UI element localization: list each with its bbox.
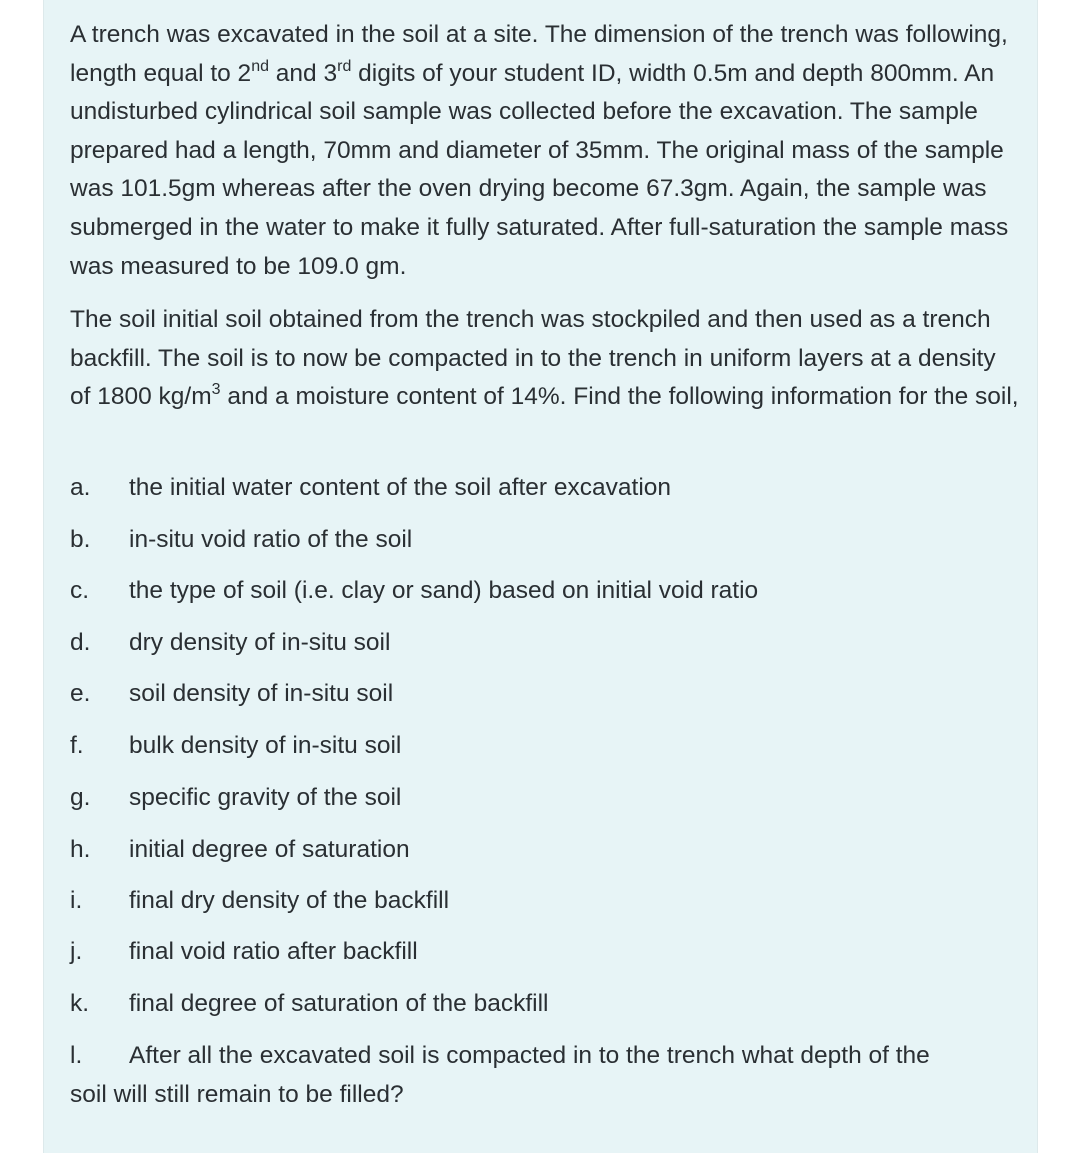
list-item-j bbox=[70, 933, 1020, 972]
backfill-text-2: and a moisture content of 14%. Find the following information for the soil, bbox=[220, 383, 1019, 411]
list-item-text: dry density of in-situ soil bbox=[129, 629, 391, 656]
list-item-f bbox=[70, 727, 1020, 766]
cubic-exponent: 3 bbox=[211, 381, 221, 399]
list-marker: g. bbox=[70, 784, 91, 811]
list-item-text: specific gravity of the soil bbox=[129, 784, 402, 811]
list-marker: l. bbox=[70, 1042, 83, 1069]
statement-text-2: and 3 bbox=[268, 59, 338, 87]
list-marker: k. bbox=[70, 990, 90, 1017]
ordinal-suffix-nd: nd bbox=[251, 57, 269, 75]
list-marker: f. bbox=[70, 732, 84, 759]
list-marker: a. bbox=[70, 474, 91, 501]
list-marker: i. bbox=[70, 887, 83, 914]
list-item-k bbox=[70, 985, 1020, 1024]
list-marker: h. bbox=[70, 836, 91, 863]
backfill-paragraph bbox=[70, 301, 1020, 417]
statement-text-1: A trench was excavated in the soil at a site. The dimension of the trench was following, length equal to 2 bbox=[70, 21, 1008, 87]
backfill-text-1: The soil initial soil obtained from the trench was stockpiled and then used as a trench backfill. The soil is to now be compacted in to the trench in uniform layers at a density of 1800 kg/m bbox=[70, 306, 996, 411]
problem-statement-paragraph bbox=[70, 16, 1020, 286]
list-marker: j. bbox=[70, 938, 83, 965]
list-item-text: bulk density of in-situ soil bbox=[129, 732, 402, 759]
list-marker: d. bbox=[70, 629, 91, 656]
list-item-text: final degree of saturation of the backfill bbox=[129, 990, 549, 1017]
ordinal-suffix-rd: rd bbox=[337, 57, 352, 75]
list-item-text: the type of soil (i.e. clay or sand) based on initial void ratio bbox=[129, 577, 759, 604]
question-card bbox=[43, 0, 1038, 1153]
statement-text-3: digits of your student ID, width 0.5m and depth 800mm. An undisturbed cylindrical soil sample was collected before the excavation. The sample prepared had a length, 70mm and diameter of 35mm. The original mass of the sample was 101.5gm whereas after the oven drying become 67.3gm. Again, the sample was submerged in the water to make it fully saturated. After full-saturation the sample mass was measured to be 109.0 gm. bbox=[70, 59, 1009, 280]
list-item-text: final void ratio after backfill bbox=[129, 938, 418, 965]
list-item-e bbox=[70, 675, 1020, 714]
list-item-i bbox=[70, 882, 1020, 921]
list-item-text: initial degree of saturation bbox=[129, 836, 410, 863]
list-item-text: in-situ void ratio of the soil bbox=[129, 526, 413, 553]
list-marker: b. bbox=[70, 526, 91, 553]
list-marker: e. bbox=[70, 680, 91, 707]
list-marker: c. bbox=[70, 577, 90, 604]
list-item-b bbox=[70, 521, 1020, 560]
list-item-text: the initial water content of the soil after excavation bbox=[129, 474, 672, 501]
list-item-c bbox=[70, 572, 1020, 611]
list-item-text: After all the excavated soil is compacted in to the trench what depth of the bbox=[129, 1042, 930, 1069]
list-item-text: soil density of in-situ soil bbox=[129, 680, 394, 707]
list-item-d bbox=[70, 624, 1020, 663]
list-item-a bbox=[70, 469, 1020, 508]
list-item-h bbox=[70, 831, 1020, 870]
list-item-g bbox=[70, 779, 1020, 818]
list-item-text: final dry density of the backfill bbox=[129, 887, 450, 914]
list-item-text-continuation: soil will still remain to be filled? bbox=[70, 1080, 404, 1108]
list-item-l bbox=[70, 1037, 1020, 1108]
